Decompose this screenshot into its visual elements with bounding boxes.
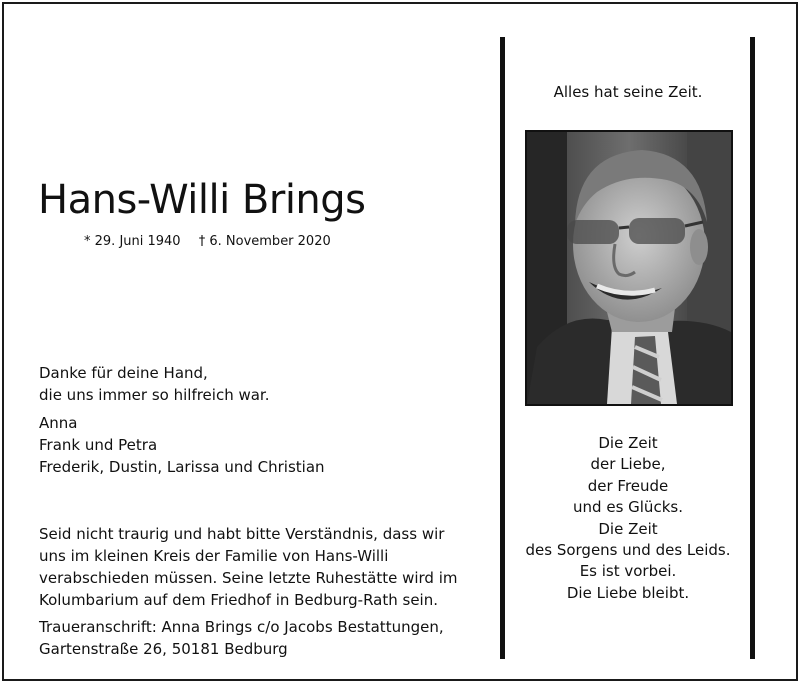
poem-line: des Sorgens und des Leids. bbox=[525, 541, 731, 560]
family-line: Anna bbox=[39, 414, 78, 432]
poem bbox=[510, 433, 746, 604]
thanks-text bbox=[39, 362, 270, 406]
deceased-name: Hans-Willi Brings bbox=[38, 177, 366, 223]
notice-line: uns im kleinen Kreis der Familie von Hans-Willi bbox=[39, 547, 389, 565]
thanks-line: Danke für deine Hand, bbox=[39, 364, 208, 382]
birth-date: * 29. Juni 1940 bbox=[84, 234, 181, 249]
left-divider-bar bbox=[500, 37, 505, 659]
right-divider-bar bbox=[750, 37, 755, 659]
notice-line: Seid nicht traurig und habt bitte Verständnis, dass wir bbox=[39, 525, 445, 543]
notice-line: verabschieden müssen. Seine letzte Ruhestätte wird im bbox=[39, 569, 458, 587]
address-line: Traueranschrift: Anna Brings c/o Jacobs Bestattungen, bbox=[39, 618, 444, 636]
poem-line: Die Zeit bbox=[598, 434, 658, 452]
poem-line: und es Glücks. bbox=[573, 498, 683, 517]
portrait-photo bbox=[525, 130, 733, 406]
thanks-line: die uns immer so hilfreich war. bbox=[39, 386, 270, 404]
poem-line: Die Zeit bbox=[598, 519, 658, 538]
death-date: † 6. November 2020 bbox=[198, 234, 331, 249]
poem-line: der Freude bbox=[587, 476, 669, 495]
family-line: Frank und Petra bbox=[39, 436, 158, 454]
poem-line: der Liebe, bbox=[590, 455, 666, 474]
poem-line: Die Liebe bleibt. bbox=[566, 583, 690, 602]
mourning-address bbox=[39, 616, 469, 660]
motto: Alles hat seine Zeit. bbox=[553, 83, 703, 101]
life-dates bbox=[84, 234, 345, 249]
funeral-notice bbox=[39, 523, 469, 611]
family-line: Frederik, Dustin, Larissa und Christian bbox=[39, 458, 325, 476]
address-line: Gartenstraße 26, 50181 Bedburg bbox=[39, 640, 288, 658]
notice-line: Kolumbarium auf dem Friedhof in Bedburg-Rath sein. bbox=[39, 591, 438, 609]
poem-line: Es ist vorbei. bbox=[579, 562, 677, 581]
family-names bbox=[39, 412, 325, 478]
